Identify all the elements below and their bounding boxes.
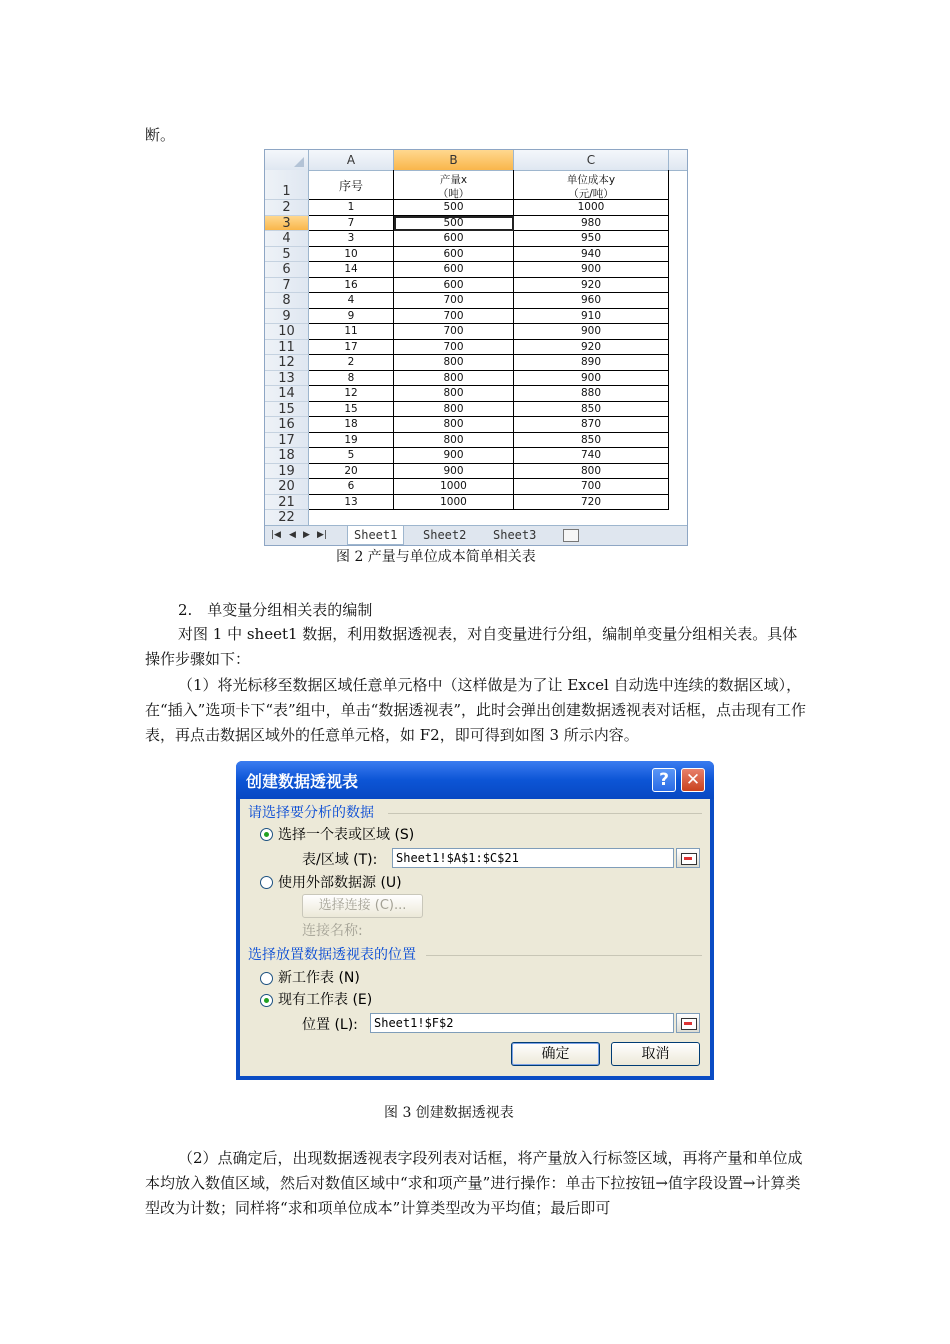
table-cell[interactable]: 5 [309,448,394,464]
ok-button[interactable]: 确定 [511,1042,600,1066]
label-existing-worksheet: 现有工作表 (E) [278,992,373,1008]
table-cell[interactable]: 500 [394,200,514,216]
row-header[interactable]: 12 [265,355,309,371]
table-cell[interactable]: 600 [394,278,514,294]
group-placement: 选择放置数据透视表的位置 [248,947,416,963]
label-location: 位置 (L): [302,1017,358,1033]
sheet-tab-bar [265,525,687,546]
table-cell[interactable]: 1000 [394,495,514,511]
header-b-line1: 产量x [439,174,468,186]
first-sheet-icon[interactable]: |◀ [271,530,281,540]
table-cell[interactable]: 7 [309,216,394,232]
table-cell[interactable]: 600 [394,231,514,247]
table-cell[interactable]: 500 [394,216,514,232]
figure-3-caption: 图 3 创建数据透视表 [384,1105,514,1121]
row-header[interactable]: 14 [265,386,309,402]
section-title: 2. 单变量分组相关表的编制 [178,601,373,619]
table-cell[interactable]: 2 [309,355,394,371]
range-picker-icon[interactable] [676,848,700,868]
table-cell[interactable]: 700 [394,324,514,340]
table-cell[interactable]: 600 [394,247,514,263]
table-cell[interactable]: 8 [309,371,394,387]
help-button[interactable]: ? [652,768,676,792]
row-header[interactable]: 2 [265,200,309,216]
table-cell[interactable]: 1 [309,200,394,216]
figure-2-caption: 图 2 产量与单位成本简单相关表 [336,549,536,565]
radio-select-table[interactable] [260,828,273,841]
table-cell[interactable]: 15 [309,402,394,418]
table-cell[interactable]: 870 [514,417,669,433]
row-header[interactable]: 4 [265,231,309,247]
table-cell[interactable]: 920 [514,278,669,294]
dialog-titlebar [236,761,714,799]
row-header[interactable]: 19 [265,464,309,480]
cancel-button[interactable]: 取消 [611,1042,700,1066]
table-cell[interactable] [514,510,669,526]
row-header[interactable]: 15 [265,402,309,418]
table-cell[interactable]: 960 [514,293,669,309]
table-cell[interactable]: 900 [394,448,514,464]
location-input[interactable]: Sheet1!$F$2 [370,1013,674,1033]
table-cell[interactable]: 1000 [514,200,669,216]
label-select-table: 选择一个表或区域 (S) [278,827,415,843]
table-cell[interactable]: 900 [394,464,514,480]
column-header-bar [265,150,687,171]
table-cell[interactable]: 850 [514,402,669,418]
create-pivot-dialog [236,761,714,1080]
table-cell[interactable]: 880 [514,386,669,402]
row-header[interactable]: 1 [265,170,309,200]
sheet-tab-2[interactable]: Sheet2 [423,528,467,542]
radio-new-worksheet[interactable] [260,972,273,985]
table-cell[interactable] [394,510,514,526]
table-cell[interactable]: 800 [394,402,514,418]
header-cell-c[interactable] [514,170,669,200]
table-cell[interactable]: 700 [394,309,514,325]
table-cell[interactable]: 11 [309,324,394,340]
table-cell[interactable]: 600 [394,262,514,278]
prev-sheet-icon[interactable]: ◀ [289,530,296,540]
table-cell[interactable]: 800 [394,417,514,433]
group-analyze-data: 请选择要分析的数据 [248,805,374,821]
table-cell[interactable]: 800 [394,433,514,449]
table-cell[interactable]: 800 [514,464,669,480]
last-sheet-icon[interactable]: ▶| [317,530,327,540]
label-external-source: 使用外部数据源 (U) [278,875,402,891]
header-c-line2: （元/吨） [568,188,614,200]
table-cell[interactable]: 13 [309,495,394,511]
label-range: 表/区域 (T): [302,852,378,868]
table-cell[interactable]: 950 [514,231,669,247]
row-header[interactable]: 11 [265,340,309,356]
row-header[interactable]: 9 [265,309,309,325]
header-b-line2: （吨） [437,188,470,200]
label-new-worksheet: 新工作表 (N) [278,970,360,986]
table-cell[interactable]: 18 [309,417,394,433]
table-cell[interactable]: 900 [514,262,669,278]
row-header[interactable]: 6 [265,262,309,278]
row-header[interactable]: 8 [265,293,309,309]
table-cell[interactable]: 700 [394,293,514,309]
table-cell[interactable]: 890 [514,355,669,371]
dialog-body [240,799,710,1076]
row-header[interactable]: 22 [265,510,309,526]
table-cell[interactable] [309,510,394,526]
table-cell[interactable]: 940 [514,247,669,263]
next-sheet-icon[interactable]: ▶ [303,530,310,540]
column-header-a[interactable]: A [309,150,394,170]
insert-sheet-icon[interactable] [563,529,579,542]
row-header[interactable]: 5 [265,247,309,263]
table-cell[interactable]: 900 [514,371,669,387]
table-cell[interactable]: 920 [514,340,669,356]
row-header[interactable]: 17 [265,433,309,449]
column-header-d[interactable] [669,150,687,170]
table-cell[interactable]: 980 [514,216,669,232]
radio-existing-worksheet[interactable] [260,994,273,1007]
table-cell[interactable]: 16 [309,278,394,294]
row-header[interactable]: 7 [265,278,309,294]
radio-external-source[interactable] [260,876,273,889]
table-cell[interactable]: 1000 [394,479,514,495]
table-cell[interactable]: 800 [394,371,514,387]
row-header[interactable]: 3 [265,216,309,232]
table-cell[interactable]: 20 [309,464,394,480]
table-cell[interactable]: 800 [394,386,514,402]
row-header[interactable]: 16 [265,417,309,433]
label-connection-name: 连接名称: [302,923,363,939]
group-divider [388,813,702,814]
row-header[interactable]: 10 [265,324,309,340]
table-cell[interactable]: 3 [309,231,394,247]
table-cell[interactable]: 850 [514,433,669,449]
paragraph-2: （1）将光标移至数据区域任意单元格中（这样做是为了让 Excel 自动选中连续的数据区域），在“插入”选项卡下“表”组中，单击“数据透视表”，此时会弹出创建数据透视表对话框，点击现有工作表，再点击数据区域外的任意单元格，如 F2，即可得到如图 3 所示内容。 [145,676,807,744]
excel-sheet [264,149,688,546]
choose-connection-button[interactable]: 选择连接 (C)... [302,894,423,918]
row-header[interactable]: 21 [265,495,309,511]
row-header[interactable]: 18 [265,448,309,464]
table-cell[interactable]: 6 [309,479,394,495]
header-c-line1: 单位成本y [566,174,616,186]
column-header-c[interactable]: C [514,150,669,170]
table-cell[interactable]: 14 [309,262,394,278]
range-input[interactable]: Sheet1!$A$1:$C$21 [392,848,674,868]
table-cell[interactable]: 910 [514,309,669,325]
sheet-tab-1[interactable]: Sheet1 [347,526,404,545]
paragraph-3: （2）点确定后，出现数据透视表字段列表对话框，将产量放入行标签区域，再将产量和单位成本均放入数值区域，然后对数值区域中“求和项产量”进行操作：单击下拉按钮→值字段设置→计算类型改为计数；同样将“求和项单位成本”计算类型改为平均值；最后即可 [145,1149,803,1217]
table-cell[interactable]: 12 [309,386,394,402]
table-cell[interactable]: 800 [394,355,514,371]
group-divider [426,955,702,956]
row-header[interactable]: 13 [265,371,309,387]
paragraph-1: 对图 1 中 sheet1 数据，利用数据透视表，对自变量进行分组，编制单变量分组相关表。具体操作步骤如下： [145,625,798,668]
table-cell[interactable]: 19 [309,433,394,449]
header-cell-b[interactable] [394,170,514,200]
table-cell[interactable]: 700 [514,479,669,495]
location-picker-icon[interactable] [676,1013,700,1033]
table-cell[interactable]: 10 [309,247,394,263]
select-all-corner[interactable] [265,150,309,170]
table-cell[interactable]: 4 [309,293,394,309]
table-cell[interactable]: 900 [514,324,669,340]
table-cell[interactable]: 9 [309,309,394,325]
table-cell[interactable]: 17 [309,340,394,356]
row-header[interactable]: 20 [265,479,309,495]
dialog-title: 创建数据透视表 [246,772,359,791]
table-cell[interactable]: 740 [514,448,669,464]
text-fragment: 断。 [145,126,176,144]
close-button[interactable]: ✕ [681,768,705,792]
column-header-b[interactable]: B [394,150,514,170]
header-cell-a[interactable]: 序号 [309,170,394,200]
table-cell[interactable]: 720 [514,495,669,511]
sheet-tab-3[interactable]: Sheet3 [493,528,537,542]
table-cell[interactable]: 700 [394,340,514,356]
